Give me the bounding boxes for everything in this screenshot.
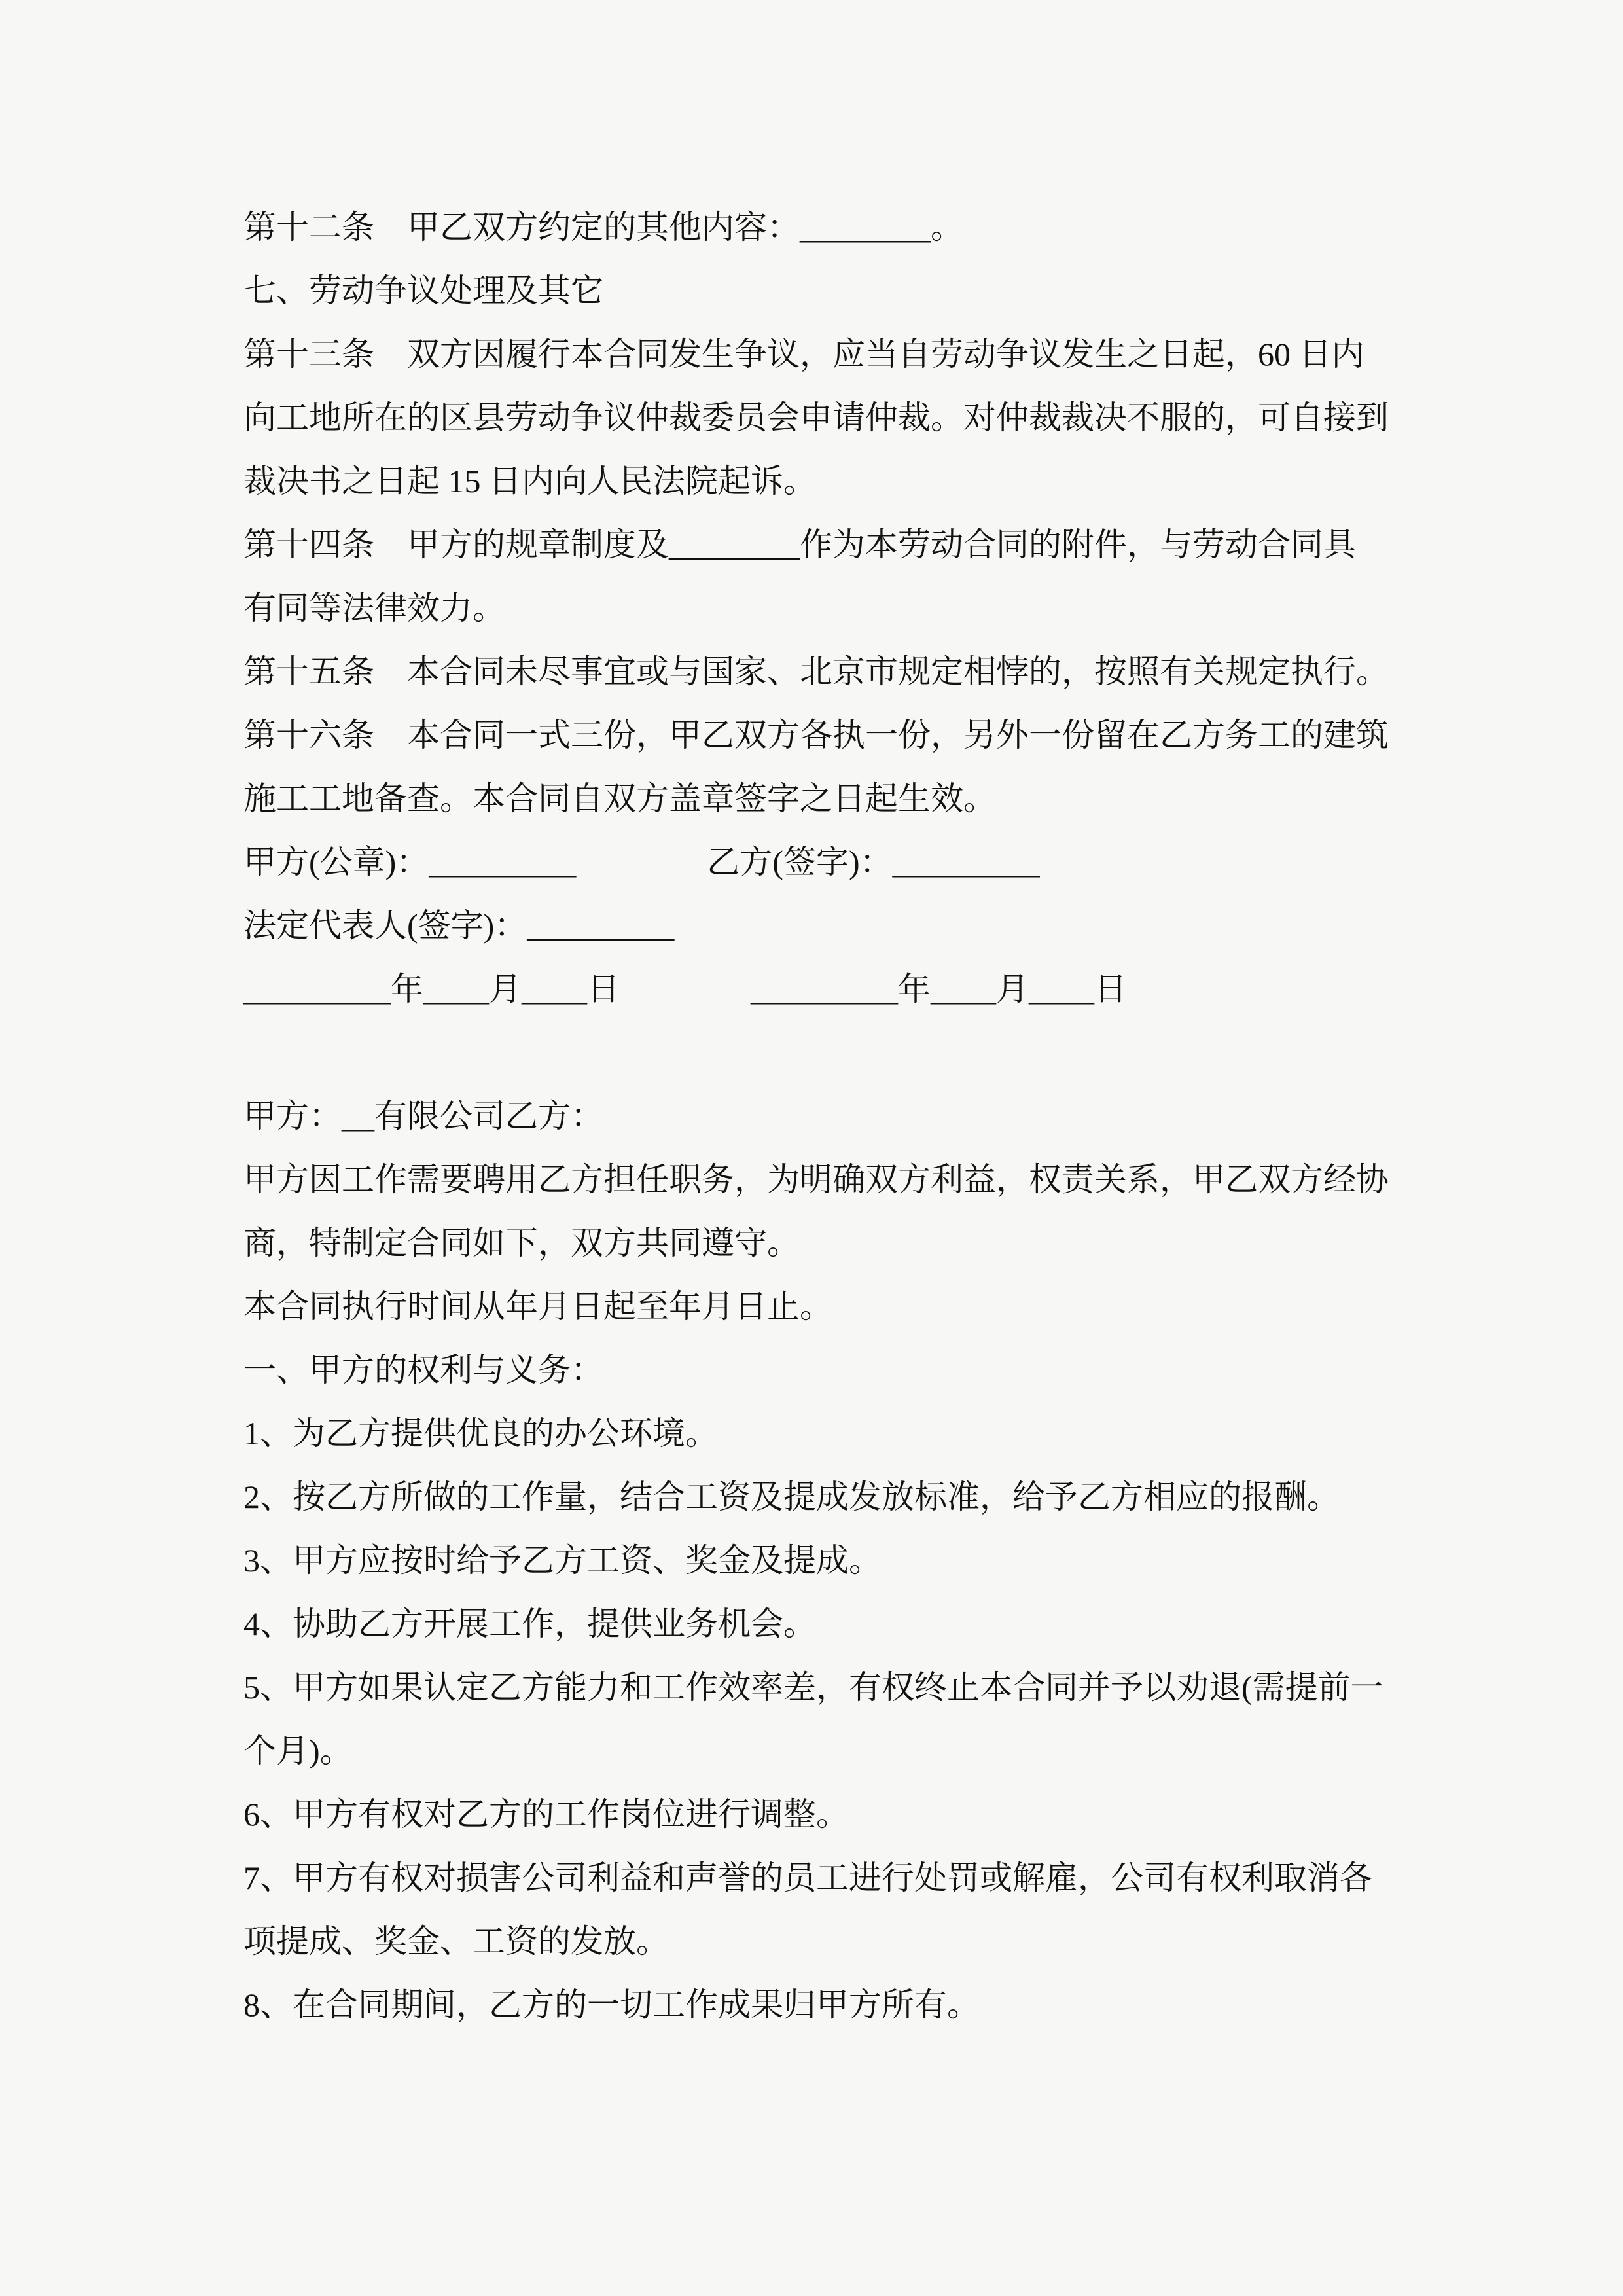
list-item: 6、甲方有权对乙方的工作岗位进行调整。 (243, 1796, 849, 1833)
blank-line (243, 1021, 1395, 1085)
list-item: 7、甲方有权对损害公司利益和声誉的员工进行处罚或解雇，公司有权利取消各 (243, 1859, 1372, 1896)
text-line: 第十二条 甲乙双方约定的其他内容：________。 (243, 209, 963, 245)
text-line: 七、劳动争议处理及其它 (243, 272, 603, 309)
text-line: 第十五条 本合同未尽事宜或与国家、北京市规定相悖的，按照有关规定执行。 (243, 653, 1389, 690)
text-line: 甲方因工作需要聘用乙方担任职务，为明确双方利益，权责关系，甲乙双方经协 (243, 1161, 1389, 1198)
text-line: 本合同执行时间从年月日起至年月日止。 (243, 1288, 832, 1325)
list-item: 5、甲方如果认定乙方能力和工作效率差，有权终止本合同并予以劝退(需提前一 (243, 1669, 1383, 1706)
text-line: 第十四条 甲方的规章制度及________作为本劳动合同的附件，与劳动合同具 (243, 526, 1356, 563)
text-line: 甲方：__有限公司乙方： (243, 1098, 603, 1134)
document-body (243, 196, 1395, 2037)
signature-line-parties: 甲方(公章)：_________ 乙方(签字)：_________ (243, 844, 1040, 880)
text-line: 商，特制定合同如下，双方共同遵守。 (243, 1225, 800, 1261)
list-item: 个月)。 (243, 1732, 353, 1769)
list-item: 4、协助乙方开展工作，提供业务机会。 (243, 1605, 816, 1642)
list-item: 8、在合同期间，乙方的一切工作成果归甲方所有。 (243, 1986, 980, 2023)
date-line: _________年____月____日 _________年____月____日 (243, 971, 1127, 1007)
list-item: 1、为乙方提供优良的办公环境。 (243, 1415, 718, 1452)
text-line: 向工地所在的区县劳动争议仲裁委员会申请仲裁。对仲裁裁决不服的，可自接到 (243, 399, 1389, 436)
list-item: 3、甲方应按时给予乙方工资、奖金及提成。 (243, 1542, 882, 1579)
section-heading: 一、甲方的权利与义务： (243, 1352, 603, 1388)
text-line: 第十三条 双方因履行本合同发生争议，应当自劳动争议发生之日起，60 日内 (243, 336, 1364, 372)
list-item: 2、按乙方所做的工作量，结合工资及提成发放标准，给予乙方相应的报酬。 (243, 1479, 1340, 1515)
text-line: 裁决书之日起 15 日内向人民法院起诉。 (243, 463, 816, 499)
signature-line-legal-rep: 法定代表人(签字)：_________ (243, 907, 675, 944)
text-line: 第十六条 本合同一式三份，甲乙双方各执一份，另外一份留在乙方务工的建筑 (243, 717, 1389, 753)
text-line: 施工工地备查。本合同自双方盖章签字之日起生效。 (243, 780, 996, 817)
list-item: 项提成、奖金、工资的发放。 (243, 1923, 669, 1960)
text-line: 有同等法律效力。 (243, 590, 505, 626)
